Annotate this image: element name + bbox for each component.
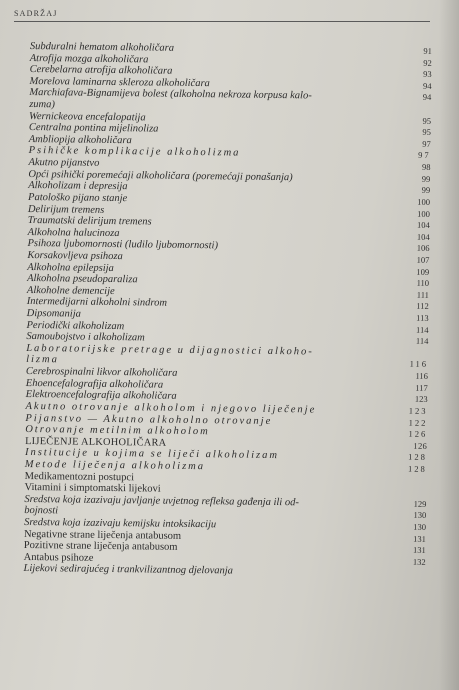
- toc-entry-page-number: 113: [416, 312, 429, 323]
- toc-entry-title: Psihičke komplikacije alkoholizma: [28, 145, 241, 160]
- toc-entry-title: Opći psihički poremećaji alkoholičara (poremećaji ponašanja): [28, 168, 293, 183]
- toc-entry-title: Dipsomanija: [26, 307, 81, 320]
- toc-entry-title: Medikamentozni postupci: [24, 470, 135, 483]
- toc-entry-title: Elektroencefalografija alkoholičara: [25, 389, 177, 403]
- toc-entry-title: Alkoholna epilepsija: [27, 261, 114, 274]
- toc-entry-title: Psihoza ljubomornosti (ludilo ljubomornosti): [27, 238, 219, 252]
- toc-entry-page-number: 130: [413, 521, 427, 532]
- page-edge-shadow: [439, 0, 459, 690]
- toc-entry-title: Korsakovljeva psihoza: [27, 249, 123, 263]
- toc-entry-title: Morelova laminarna skleroza alkoholičara: [29, 75, 210, 90]
- toc-entry-title: Delirijum tremens: [27, 203, 105, 216]
- toc-entry-page-number: 114: [416, 324, 429, 335]
- toc-entry-title: Institucije u kojima se liječi alkoholizam: [24, 447, 280, 462]
- toc-entry-page-number: 112: [416, 301, 429, 312]
- toc-entry-page-number: 131: [413, 533, 427, 544]
- toc-entry-page-number: 123: [408, 405, 428, 416]
- toc-entry-page-number: 129: [413, 498, 427, 509]
- toc-entry-title: LIJEČENJE ALKOHOLIČARA: [25, 435, 167, 449]
- toc-entry-title: Antabus psihoze: [23, 551, 94, 564]
- toc-entry-page-number: 114: [415, 335, 429, 347]
- toc-entry-page-number: 91: [423, 45, 432, 56]
- toc-entry-page-number: 132: [412, 556, 426, 567]
- toc-entry-page-number: 94: [422, 80, 432, 91]
- toc-entry-page-number: 130: [413, 510, 427, 521]
- toc-entry-title: lizma: [26, 354, 59, 366]
- toc-entry-page-number: 123: [414, 394, 428, 405]
- toc-entry-page-number: 100: [417, 208, 430, 219]
- toc-entry-page-number: 116: [415, 370, 428, 381]
- toc-entry-page-number: 122: [408, 417, 428, 428]
- toc-entry-page-number: 97: [422, 138, 431, 149]
- toc-entry-title: Centralna pontina mijelinoliza: [28, 122, 159, 135]
- toc-entry-title: Negativne strane liječenja antabusom: [23, 528, 182, 542]
- toc-entry-page-number: 116: [409, 359, 429, 370]
- toc-entry-title: Atrofija mozga alkoholičara: [29, 52, 149, 66]
- toc-entry-page-number: 93: [423, 69, 432, 80]
- page-header-title: SADRŽAJ: [14, 9, 58, 18]
- toc-entry-page-number: 95: [422, 127, 431, 138]
- toc-entry-page-number: 97: [418, 150, 431, 161]
- toc-entry-page-number: 104: [416, 219, 430, 231]
- toc-entry-page-number: 104: [416, 231, 430, 242]
- toc-entry-page-number: 100: [417, 196, 431, 207]
- toc-entry-title: Patološko pijano stanje: [28, 191, 128, 205]
- toc-entry-page-number: 95: [422, 115, 432, 126]
- toc-entry-title: Traumatski delirijum tremens: [27, 215, 152, 228]
- toc-entry-title: Wernickeova encefalopatija: [29, 110, 146, 124]
- toc-entry-page-number: 111: [416, 289, 429, 300]
- toc-entry-title: Cerebelarna atrofija alkoholičara: [29, 64, 173, 77]
- toc-entry-title: Sredstva koja izazivaju javljanje uvjetnog refleksa gađenja ili od-: [24, 493, 299, 509]
- toc-entry-title: Vitamini i simptomatski lijekovi: [24, 482, 161, 495]
- toc-entry-page-number: 126: [413, 440, 428, 451]
- toc-entry-title: Ehoencefalografija alkoholičara: [25, 377, 164, 391]
- toc-entry-title: Laboratorijske pretrage u dijagnostici alkoho-: [26, 342, 314, 358]
- toc-entry-title: Intermedijarni alkoholni sindrom: [26, 296, 168, 310]
- toc-entry-page-number: 99: [421, 173, 431, 184]
- toc-entry-page-number: 106: [416, 243, 430, 254]
- toc-entry-title: Lijekovi sedirajućeg i trankvilizantnog djelovanja: [23, 563, 233, 577]
- toc-entry-page-number: 128: [408, 451, 428, 463]
- toc-entry-page-number: 109: [416, 266, 430, 277]
- toc-entry-title: Pozitivne strane liječenja antabusom: [23, 540, 178, 554]
- toc-entry-title: Akutno otrovanje alkoholom i njegovo liječenje: [25, 400, 317, 416]
- toc-entry-title: Alkoholna halucinoza: [27, 226, 120, 239]
- toc-entry-title: Cerebrospinalni likvor alkoholičara: [25, 366, 178, 379]
- toc-entry-page-number: 107: [416, 254, 430, 265]
- toc-entry-page-number: 126: [408, 428, 428, 439]
- toc-entry-title: Alkoholne demencije: [26, 284, 115, 297]
- toc-entry-title: Ambliopija alkoholičara: [28, 133, 132, 147]
- toc-entry-title: Subduralni hematom alkoholičara: [29, 41, 175, 54]
- toc-entry-page-number: 110: [416, 277, 430, 289]
- toc-entry-page-number: 131: [413, 544, 426, 556]
- toc-entry-page-number: 94: [422, 92, 432, 103]
- toc-entry-title: Sredstva koja izazivaju kemijsku intoksikaciju: [24, 516, 217, 531]
- toc-entry-title: Pijanstvo — Akutno alkoholno otrovanje: [25, 412, 273, 427]
- toc-entry-page-number: 117: [415, 382, 428, 393]
- toc-entry-title: zuma): [29, 99, 55, 111]
- toc-entry-title: Alkoholna pseudoparaliza: [27, 273, 138, 286]
- toc-entry-title: Akutno pijanstvo: [28, 157, 100, 169]
- toc-entry-title: bojnosti: [24, 505, 59, 517]
- toc-entry-title: Marchiafava-Bignamijeva bolest (alkoholna nekroza korpusa kalo-: [29, 87, 312, 102]
- toc-entry-title: Samoubojstvo i alkoholizam: [26, 331, 145, 344]
- header-rule: [14, 21, 430, 22]
- toc-entry-page-number: 99: [421, 185, 431, 196]
- toc-entry-page-number: 92: [423, 57, 432, 68]
- toc-entry-title: Alkoholizam i depresija: [28, 180, 128, 193]
- toc-entry-page-number: 128: [407, 463, 427, 474]
- toc-entry-title: Otrovanje metilnim alkoholom: [25, 424, 210, 438]
- table-of-contents: [23, 41, 431, 580]
- toc-entry-title: Periodički alkoholizam: [26, 319, 125, 332]
- toc-entry-title: Metode liječenja alkoholizma: [24, 458, 206, 473]
- toc-entry-page-number: 98: [421, 161, 431, 172]
